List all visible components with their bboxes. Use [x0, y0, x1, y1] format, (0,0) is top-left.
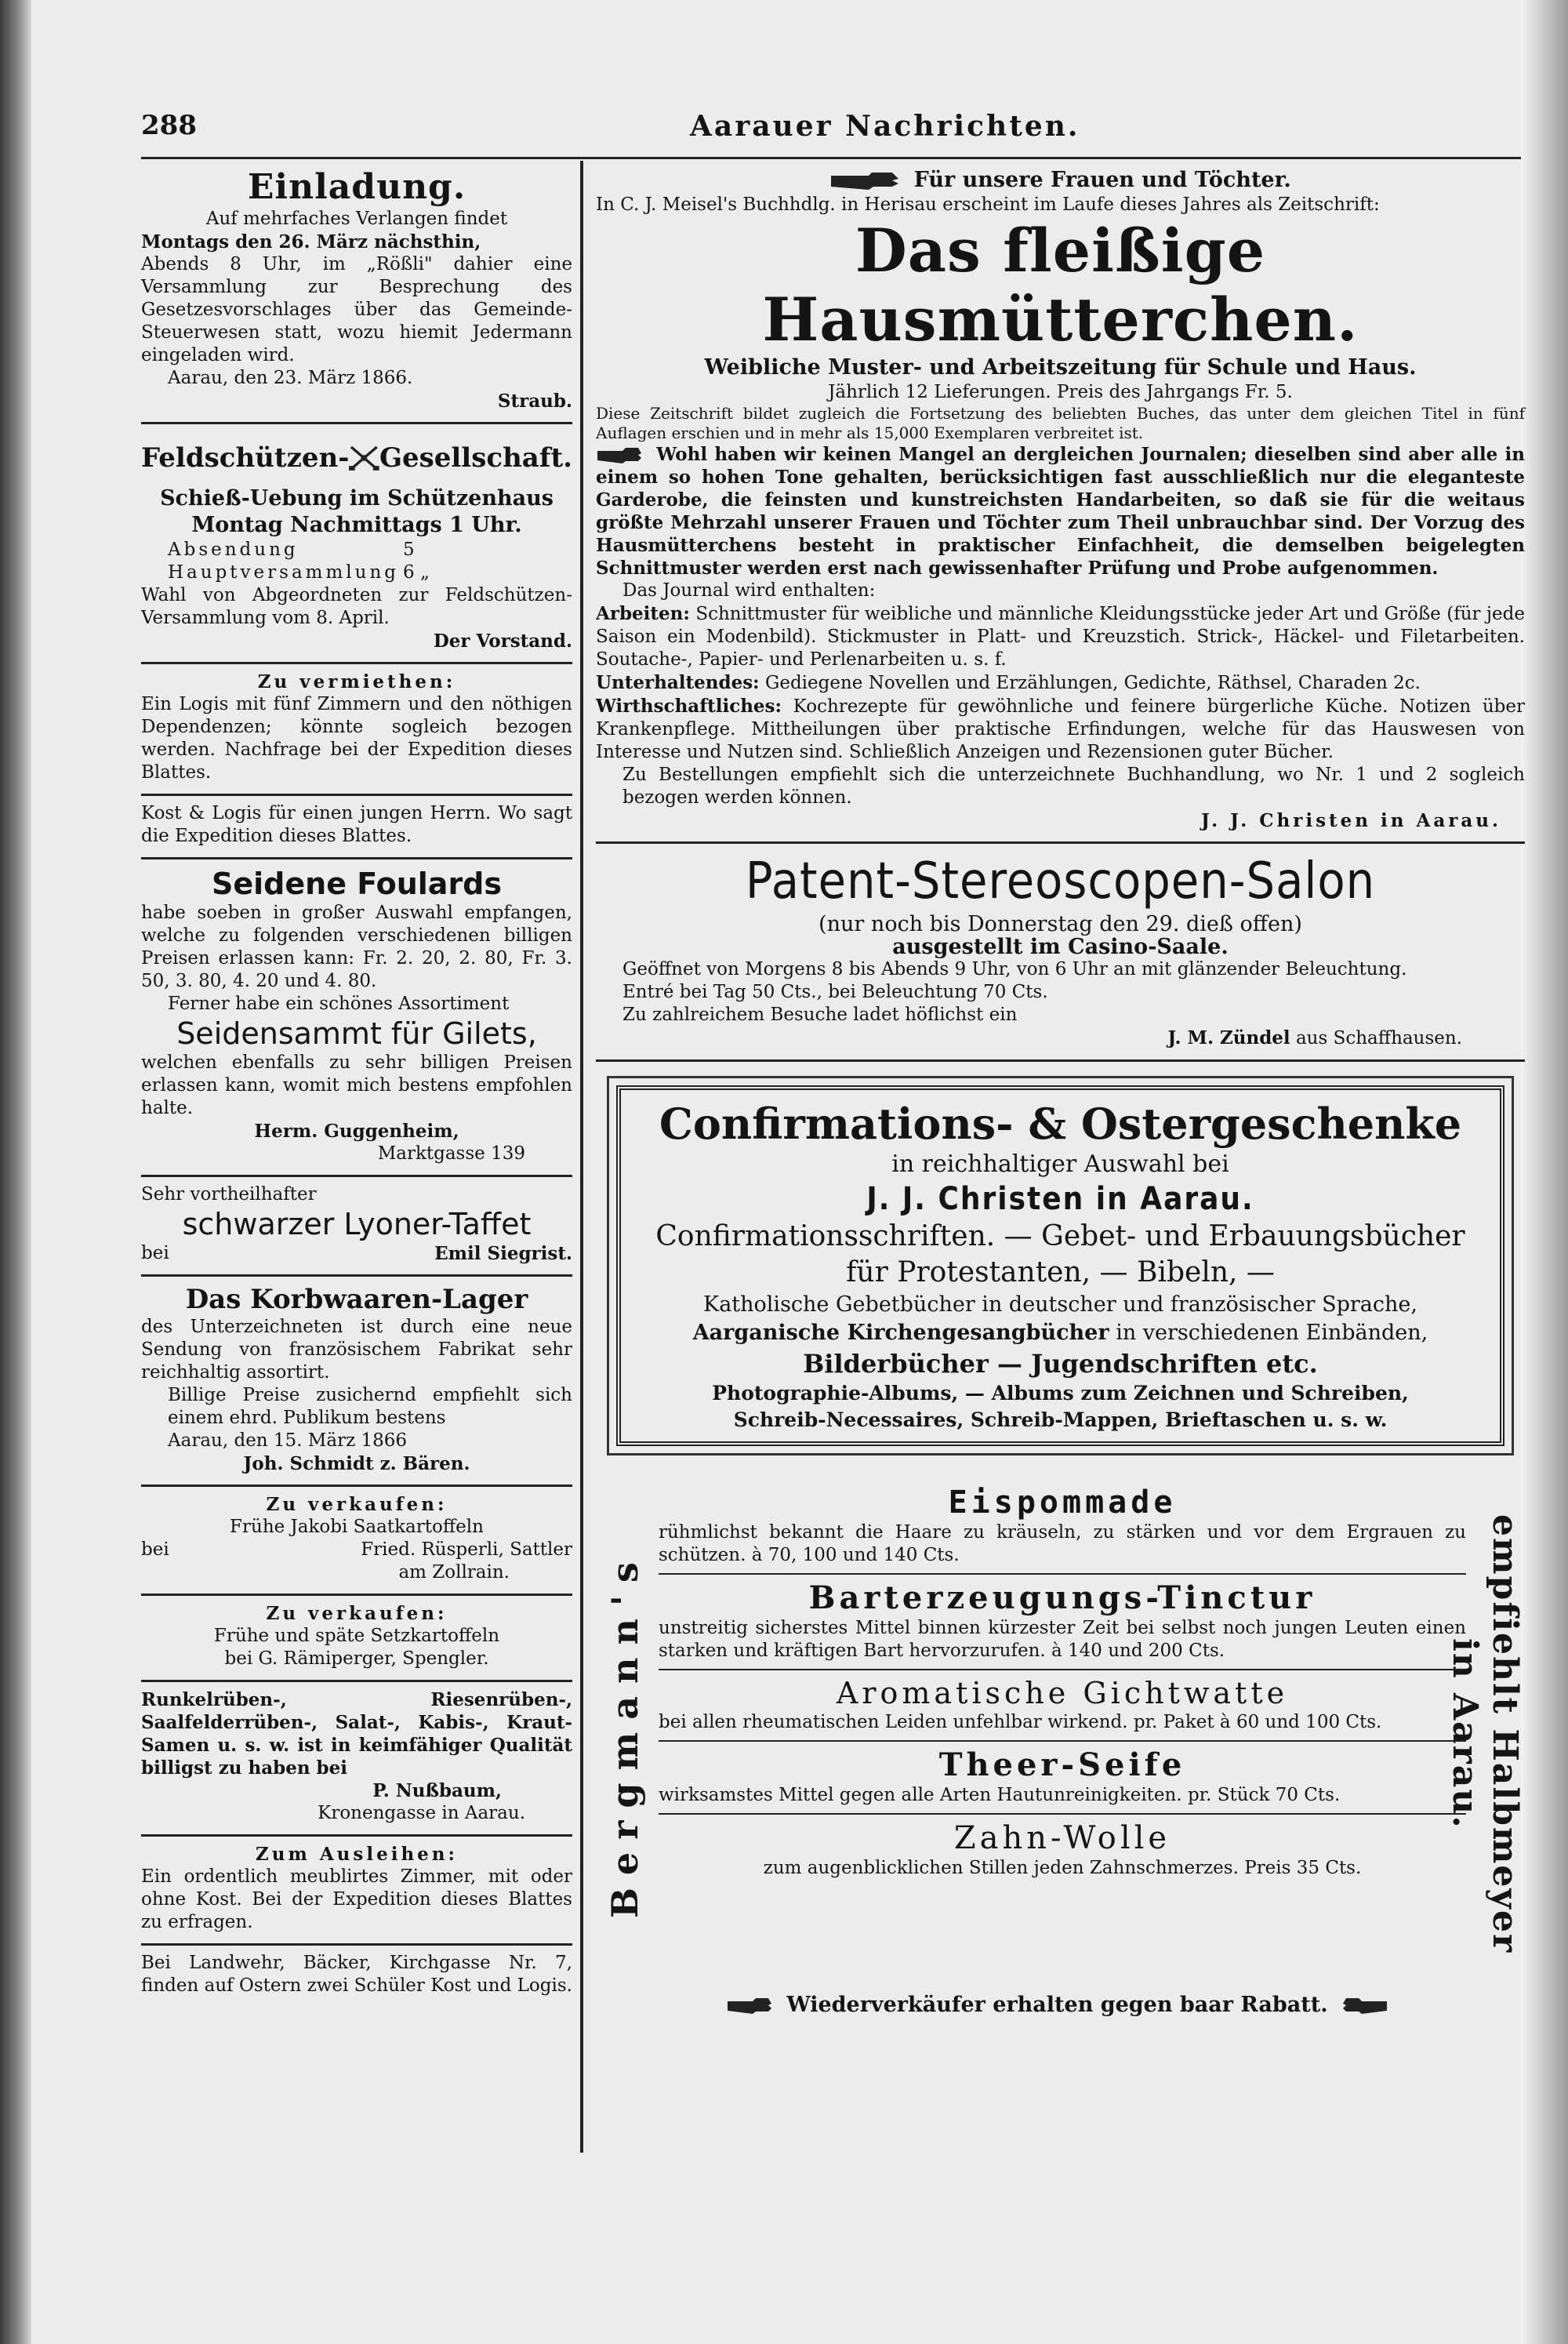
stereo-sign2: aus Schaffhausen.: [1295, 1028, 1462, 1048]
foulards-text: habe soeben in großer Auswahl empfangen, welche zu folgenden verschiedenen billigen Preisen erlassen kann: Fr. 2. 20, 2. 80, Fr. 3. 50, 3. 80, 4. 20 und 4. 80.: [141, 903, 572, 991]
arbeiten-text: Schnittmuster für weibliche und männliche Kleidungsstücke jeder Art und Größe (für jede Saison ein Modenbild). Stickmuster in Platt- und Kreuzstich. Strick-, Häckel- und Filetarbeiten. Soutache-, Papier- und Perlenarbeiten u. s. f.: [596, 604, 1526, 670]
confirm-l6: [638, 1319, 1483, 1347]
bergmann-items: [659, 1479, 1466, 1886]
crossed-rifles-icon: [349, 431, 379, 485]
stereo-text: Geöffnet von Morgens 8 bis Abends 9 Uhr, von 6 Uhr an mit glänzender Beleuchtung.: [622, 959, 1407, 979]
hausmuetterchen-unterhaltendes: [596, 671, 1525, 695]
ad-einladung: [141, 161, 572, 424]
confirm-l6a: Aarganische Kirchengesangbücher: [692, 1321, 1109, 1345]
ad-landwehr: [141, 1946, 572, 2007]
ad-taffet: [141, 1177, 572, 1277]
right-column: [596, 161, 1525, 2019]
confirm-l7: Bilderbücher — Jugendschriften etc.: [803, 1349, 1318, 1379]
feld-l3-label: Absendung: [168, 540, 299, 560]
binding-edge: [0, 0, 31, 2344]
runkel-addr: Kronengasse in Aarau.: [318, 1803, 525, 1823]
bergmann-item-title: Barterzeugungs-Tinctur: [808, 1579, 1316, 1616]
stereo-title: Patent-Stereoscopen-Salon: [745, 852, 1376, 910]
hausmuetterchen-body-row: [596, 443, 1525, 580]
confirm-l5: Katholische Gebetbücher in deutscher und französischer Sprache,: [703, 1292, 1417, 1317]
verkaufen2-title: Zu verkaufen:: [266, 1603, 448, 1624]
bergmann-item-text: wirksamstes Mittel gegen alle Arten Hautunreinigkeiten. pr. Stück 70 Cts.: [659, 1785, 1341, 1805]
hausmuetterchen-journal: Das Journal wird enthalten:: [622, 580, 876, 601]
stereo-line1: (nur noch bis Donnerstag den 29. dieß offen): [818, 912, 1302, 936]
feld-title: [141, 431, 572, 485]
ad-kost-logis: [141, 796, 572, 859]
vermiethen-text: Ein Logis mit fünf Zimmern und den nöthigen Dependenzen; könnte sogleich bezogen werden. Nachfrage bei der Expedition dieses Blattes.: [141, 694, 572, 783]
bergmann-footer-row: [596, 1992, 1525, 2019]
einladung-p3: Abends 8 Uhr, im „Rößli" dahier eine Versammlung zur Besprechung des Gesetzesvorschlages über das Gemeinde-Steuerwesen statt, wozu hiemit Jedermann eingeladen wird.: [141, 254, 572, 365]
verkaufen2-l1: Frühe und späte Setzkartoffeln: [213, 1626, 500, 1646]
confirm-l1: in reichhaltiger Auswahl bei: [891, 1150, 1229, 1178]
foulards-text3: welchen ebenfalls zu sehr billigen Preisen erlassen kann, womit mich bestens empfohlen halte.: [141, 1052, 572, 1118]
korb-title: Das Korbwaaren-Lager: [185, 1284, 528, 1315]
ausleihen-title: Zum Ausleihen:: [255, 1844, 459, 1865]
ad-stereoscopen: [596, 844, 1525, 1062]
hausmuetterchen-note: Diese Zeitschrift bildet zugleich die Fortsetzung des beliebten Buches, das unter dem gleichen Titel in fünf Auflagen erschien und in mehr als 15,000 Exemplaren verbreitet ist.: [596, 404, 1525, 442]
bergmann-item: [659, 1479, 1466, 1575]
stereo-entre: Entré bei Tag 50 Cts., bei Beleuchtung 70 Cts.: [622, 982, 1048, 1002]
hausmuetterchen-order: Zu Bestellungen empfiehlt sich die unterzeichnete Buchhandlung, wo Nr. 1 und 2 sogleich bezogen werden können.: [622, 765, 1525, 808]
stereo-sign-row: [596, 1027, 1525, 1050]
ad-vermiethen: [141, 664, 572, 796]
paper-title: Aarauer Nachrichten.: [690, 110, 1080, 143]
bergmann-item: [659, 1575, 1466, 1670]
page-number: 288: [141, 110, 197, 141]
ad-ausleihen: [141, 1837, 572, 1946]
bergmann-item: [659, 1670, 1466, 1742]
arbeiten-label: Arbeiten:: [596, 603, 690, 624]
taffet-sign: Emil Siegrist.: [434, 1243, 572, 1264]
hausmuetterchen-arbeiten: [596, 602, 1525, 671]
pointing-hand-icon: [726, 1997, 773, 2015]
wirthschaftliches-text: Kochrezepte für gewöhnliche und feinere bürgerliche Küche. Notizen über Krankenpflege. Mittheilungen über praktische Erfindungen, welche für das Hauswesen von Interesse und Nutzen sind. Schließlich Anzeigen und Rezensionen guter Bücher.: [596, 696, 1525, 762]
taffet-pre: Sehr vortheilhafter: [141, 1184, 317, 1205]
ad-verkaufen-2: [141, 1596, 572, 1682]
foulards-title2: Seidensammt für Gilets,: [176, 1016, 537, 1051]
runkel-sign: P. Nußbaum,: [372, 1780, 502, 1801]
frauen-title: Für unsere Frauen und Töchter.: [913, 168, 1291, 192]
feld-l5: Wahl von Abgeordneten zur Feldschützen-Versammlung vom 8. April.: [141, 585, 572, 628]
korb-date: Aarau, den 15. März 1866: [168, 1430, 408, 1451]
stereo-invite: Zu zahlreichem Besuche ladet höflichst ein: [622, 1005, 1018, 1025]
feld-l1: Schieß-Uebung im Schützenhaus: [160, 486, 554, 511]
hausmuetterchen-sign: J. J. Christen in Aarau.: [1200, 810, 1501, 831]
bergmann-item: [659, 1815, 1466, 1886]
foulards-addr: Marktgasse 139: [377, 1143, 525, 1164]
bergmann-item-title: Aromatische Gichtwatte: [836, 1676, 1289, 1710]
bergmann-item-title: Eispommade: [948, 1485, 1177, 1521]
ad-foulards: [141, 859, 572, 1177]
feld-title-b: Gesellschaft.: [379, 442, 572, 474]
pointing-hand-icon: [829, 169, 900, 193]
bergmann-footer: Wiederverkäufer erhalten gegen baar Rabatt.: [786, 1993, 1328, 2017]
confirm-l6b: in verschiedenen Einbänden,: [1116, 1321, 1428, 1345]
hausmuetterchen-price: Jährlich 12 Lieferungen. Preis des Jahrgangs Fr. 5.: [828, 382, 1293, 402]
verkaufen1-l3: am Zollrain.: [398, 1562, 510, 1583]
bergmann-item-text: rühmlichst bekannt die Haare zu kräuseln, zu stärken und vor dem Ergrauen zu schützen. à 70, 100 und 140 Cts.: [659, 1522, 1466, 1565]
pointing-hand-icon: [1341, 1997, 1388, 2015]
hausmuetterchen-wirthschaftliches: [596, 695, 1525, 764]
korb-text2: Billige Preise zusichernd empfiehlt sich einem ehrd. Publikum bestens: [168, 1385, 572, 1428]
taffet-sign-row: [141, 1242, 572, 1265]
pointing-hand-icon: [596, 446, 643, 465]
ad-feldschuetzen: [141, 424, 572, 664]
korb-text: des Unterzeichneten ist durch eine neue Sendung von französischem Fabrikat sehr reichhaltig assortirt.: [141, 1317, 572, 1383]
feld-l3: [141, 539, 572, 561]
feld-l2: Montag Nachmittags 1 Uhr.: [191, 513, 522, 537]
unterhaltendes-label: Unterhaltendes:: [596, 672, 760, 693]
verkaufen2-l2: bei G. Rämiperger, Spengler.: [224, 1648, 489, 1669]
feld-sign: Der Vorstand.: [433, 631, 572, 652]
vermiethen-title: Zu vermiethen:: [257, 671, 456, 692]
bergmann-item-title: Zahn-Wolle: [953, 1820, 1171, 1856]
einladung-date: Aarau, den 23. März 1866.: [168, 368, 413, 388]
bergmann-item: [659, 1742, 1466, 1815]
confirm-title: Confirmations- & Ostergeschenke: [659, 1099, 1462, 1149]
feld-l4-label: Hauptversammlung: [168, 562, 399, 583]
einladung-title: Einladung.: [247, 167, 466, 207]
bergmann-item-text: unstreitig sicherstes Mittel binnen kürzester Zeit bei selbst noch jungen Leuten einen starken und kräftigen Bart hervorzurufen. à 140 und 200 Cts.: [659, 1618, 1466, 1661]
confirm-l2: J. J. Christen in Aarau.: [866, 1181, 1254, 1217]
verkaufen1-l1: Frühe Jakobi Saatkartoffeln: [230, 1517, 484, 1537]
ad-runkelrueben: [141, 1682, 572, 1837]
feld-title-a: Feldschützen-: [141, 442, 350, 474]
ad-bergmann: [596, 1479, 1525, 1989]
confirm-l3: Confirmationsschriften. — Gebet- und Erbauungsbücher: [655, 1220, 1465, 1252]
hausmuetterchen-title: Das fleißige Hausmütterchen.: [762, 216, 1359, 354]
foulards-text2: Ferner habe ein schönes Assortiment: [168, 994, 510, 1014]
foulards-sign: Herm. Guggenheim,: [254, 1121, 459, 1142]
runkel-text: Runkelrüben-, Riesenrüben-, Saalfelderrüben-, Salat-, Kabis-, Kraut-Samen u. s. w. ist in keimfähiger Qualität billigst zu haben bei: [141, 1689, 572, 1779]
bergmann-item-text: zum augenblicklichen Stillen jeden Zahnschmerzes. Preis 35 Cts.: [763, 1858, 1362, 1878]
feld-l4-value: 6 „: [403, 562, 430, 583]
halbmeyer-label: empfiehlt Halbmeyer in Aarau.: [1445, 1514, 1525, 1954]
ad-korbwaaren: [141, 1277, 572, 1487]
confirm-l9: Schreib-Necessaires, Schreib-Mappen, Brieftaschen u. s. w.: [733, 1408, 1388, 1431]
taffet-title: schwarzer Lyoner-Taffet: [182, 1207, 532, 1241]
page-header: [141, 110, 1521, 149]
header-rule: [141, 157, 1521, 159]
hausmuetterchen-subtitle: Weibliche Muster- und Arbeitszeitung für Schule und Haus.: [704, 355, 1417, 380]
wirthschaftliches-label: Wirthschaftliches:: [596, 696, 782, 717]
verkaufen1-title: Zu verkaufen:: [266, 1494, 448, 1515]
unterhaltendes-text: Gediegene Novellen und Erzählungen, Gedichte, Räthsel, Charaden 2c.: [764, 673, 1421, 693]
stereo-sign: J. M. Zündel: [1167, 1027, 1290, 1048]
taffet-bei: bei: [141, 1243, 169, 1263]
frauen-intro: In C. J. Meisel's Buchhdlg. in Herisau erscheint im Laufe dieses Jahres als Zeitschrift:: [596, 194, 1380, 215]
feld-l4: [141, 561, 572, 584]
verkaufen1-l2: Fried. Rüsperli, Sattler: [361, 1539, 572, 1560]
bergmann-item-text: bei allen rheumatischen Leiden unfehlbar wirkend. pr. Paket à 60 und 100 Cts.: [659, 1712, 1382, 1732]
stereo-line2: ausgestellt im Casino-Saale.: [892, 935, 1229, 959]
einladung-sign: Straub.: [497, 391, 572, 412]
kost-text: Kost & Logis für einen jungen Herrn. Wo sagt die Expedition dieses Blattes.: [141, 803, 572, 846]
left-column: [141, 161, 572, 2007]
ad-hausmuetterchen: [596, 161, 1525, 844]
einladung-p2: Montags den 26. März nächsthin,: [141, 231, 481, 253]
column-rule: [580, 161, 583, 2153]
confirm-l4: für Protestanten, — Bibeln, —: [846, 1256, 1275, 1288]
korb-sign: Joh. Schmidt z. Bären.: [243, 1453, 470, 1474]
bergmann-label: Bergmann's: [604, 1550, 646, 1918]
verkaufen1-bei: bei: [141, 1539, 169, 1560]
bergmann-item-title: Theer-Seife: [938, 1746, 1186, 1783]
feld-l3-value: 5: [403, 540, 415, 560]
landwehr-text: Bei Landwehr, Bäcker, Kirchgasse Nr. 7, finden auf Ostern zwei Schüler Kost und Logis.: [141, 1953, 572, 1996]
ad-confirmations-wrapper: [596, 1062, 1525, 1457]
ad-confirmations: [616, 1085, 1504, 1446]
newspaper-page: [78, 0, 1526, 2344]
ad-verkaufen-1: [141, 1487, 572, 1596]
verkaufen1-row: [141, 1539, 572, 1561]
foulards-title: Seidene Foulards: [212, 867, 502, 901]
einladung-p1: Auf mehrfaches Verlangen findet: [205, 209, 508, 229]
frauen-title-row: [596, 167, 1525, 194]
ausleihen-text: Ein ordentlich meublirtes Zimmer, mit oder ohne Kost. Bei der Expedition dieses Blattes zu erfragen.: [141, 1866, 572, 1932]
hausmuetterchen-body: Wohl haben wir keinen Mangel an dergleichen Journalen; dieselben sind aber alle in einem so hohen Tone gehalten, berücksichtigen fast ausschließlich nur die eleganteste Garderobe, die feinsten und kunstreichsten Handarbeiten, so daß sie für die weitaus größte Mehrzahl unserer Frauen und Töchter zum Theil unbrauchbar sind. Der Vorzug des Hausmütterchens besteht in praktischer Einfachheit, die demselben beigelegten Schnittmuster werden erst nach gewissenhafter Prüfung und Probe aufgenommen.: [596, 444, 1526, 579]
page-edge: [1521, 0, 1568, 2344]
confirm-l8: Photographie-Albums, — Albums zum Zeichnen und Schreiben,: [712, 1382, 1409, 1405]
